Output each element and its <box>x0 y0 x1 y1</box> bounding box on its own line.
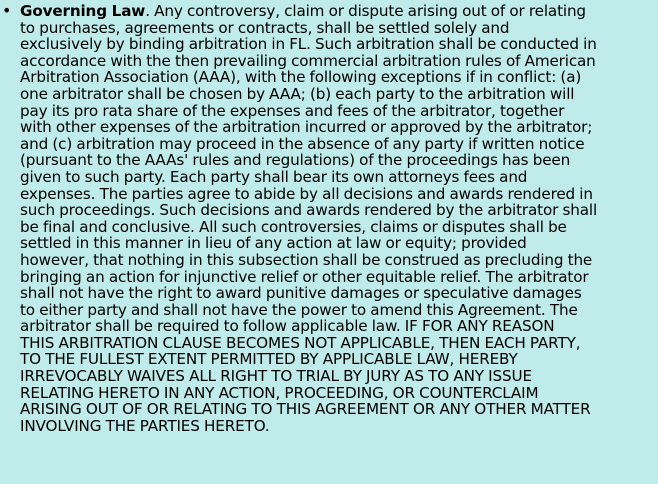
clause-line: given to such party. Each party shall bear its own attorneys fees and <box>20 167 528 186</box>
clause-line: RELATING HERETO IN ANY ACTION, PROCEEDING, OR COUNTERCLAIM <box>20 383 539 402</box>
clause-line: shall not have the right to award punitive damages or speculative damages <box>20 284 582 303</box>
clause-line: be final and conclusive. All such controversies, claims or disputes shall be <box>20 217 567 236</box>
clause-line: settled in this manner in lieu of any action at law or equity; provided <box>20 234 527 253</box>
clause-line: INVOLVING THE PARTIES HERETO. <box>20 416 270 435</box>
clause-heading: Governing Law <box>20 2 146 20</box>
clause-line: to either party and shall not have the power to amend this Agreement. The <box>20 300 578 319</box>
clause-line: one arbitrator shall be chosen by AAA; (b) each party to the arbitration will <box>20 84 575 103</box>
clause-heading-rest: . Any controversy, claim or dispute arising out of or relating <box>145 2 586 20</box>
governing-law-clause <box>0 3 658 434</box>
clause-line: TO THE FULLEST EXTENT PERMITTED BY APPLICABLE LAW, HEREBY <box>20 350 518 369</box>
clause-line: accordance with the then prevailing commercial arbitration rules of American <box>20 51 596 70</box>
bullet-marker: • <box>2 1 12 20</box>
clause-line: bringing an action for injunctive relief or other equitable relief. The arbitrator <box>20 267 589 286</box>
clause-text[interactable] <box>20 3 658 434</box>
clause-line: with other expenses of the arbitration incurred or approved by the arbitrator; <box>20 118 593 137</box>
clause-line <box>20 3 658 20</box>
clause-line: (pursuant to the AAAs' rules and regulations) of the proceedings has been <box>20 151 571 170</box>
clause-line: THIS ARBITRATION CLAUSE BECOMES NOT APPLICABLE, THEN EACH PARTY, <box>20 333 581 352</box>
clause-line: arbitrator shall be required to follow applicable law. IF FOR ANY REASON <box>20 317 555 336</box>
clause-line: exclusively by binding arbitration in FL. Such arbitration shall be conducted in <box>20 35 597 54</box>
clause-line: expenses. The parties agree to abide by all decisions and awards rendered in <box>20 184 593 203</box>
clause-line: IRREVOCABLY WAIVES ALL RIGHT TO TRIAL BY JURY AS TO ANY ISSUE <box>20 367 532 386</box>
clause-line: and (c) arbitration may proceed in the absence of any party if written notice <box>20 134 585 153</box>
clause-line: however, that nothing in this subsection shall be construed as precluding the <box>20 250 593 269</box>
clause-line: such proceedings. Such decisions and awards rendered by the arbitrator shall <box>20 201 598 220</box>
clause-line: to purchases, agreements or contracts, shall be settled solely and <box>20 18 510 37</box>
clause-line: pay its pro rata share of the expenses and fees of the arbitrator, together <box>20 101 565 120</box>
clause-line: ARISING OUT OF OR RELATING TO THIS AGREEMENT OR ANY OTHER MATTER <box>20 400 591 419</box>
clause-line: Arbitration Association (AAA), with the following exceptions if in conflict: (a) <box>20 68 582 87</box>
